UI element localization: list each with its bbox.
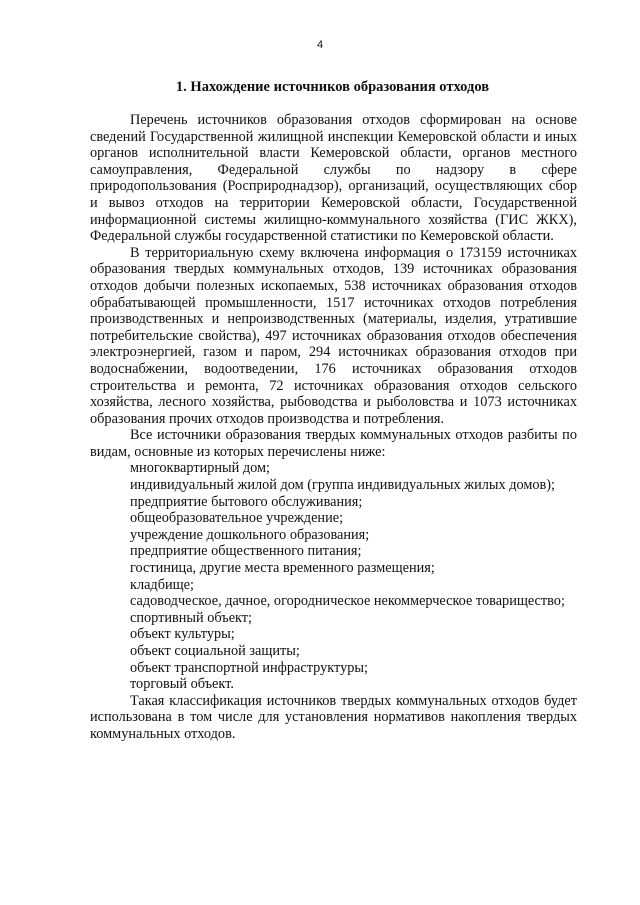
- section-heading: 1. Нахождение источников образования отходов: [175, 79, 490, 95]
- list-item: индивидуальный жилой дом (группа индивидуальных жилых домов);: [130, 477, 556, 494]
- list-item: предприятие общественного питания;: [130, 543, 362, 560]
- list-item: торговый объект.: [130, 676, 234, 693]
- source-types-list: [90, 460, 577, 692]
- list-item: гостиница, другие места временного размещения;: [130, 560, 435, 577]
- list-item: садоводческое, дачное, огородническое некоммерческое товарищество;: [130, 593, 565, 610]
- list-item: спортивный объект;: [130, 609, 253, 626]
- paragraph-sources-counts: В территориальную схему включена информация о 173159 источниках образования твердых коммунальных отходов, 139 источниках образования отходов добычи полезных ископаемых, 538 источниках образования отходов обрабатывающей промышленности, 1517 источниках отходов потребления производственных и непроизводственных (материалы, изделия, утратившие потребительские свойства), 497 источниках образования отходов обеспечения электроэнергией, газом и паром, 294 источниках образования отходов при водоснабжении, водоотведении, 176 источниках образования отходов строительства и ремонта, 72 источниках образования отходов сельского хозяйства, лесного хозяйства, рыбоводства и рыболовства и 1073 источниках образования прочих отходов производства и потребления.: [90, 244, 577, 427]
- paragraph-sources-list-origin: Перечень источников образования отходов сформирован на основе сведений Государственной жилищной инспекции Кемеровской области и иных органов исполнительной власти Кемеровской области, органов местного самоуправления, Федеральной службы по надзору в сфере природопользования (Росприроднадзор), организаций, осуществляющих сбор и вывоз отходов на территории Кемеровской области, Государственной информационной системы жилищно-коммунального хозяйства (ГИС ЖКХ), Федеральной службы государственной статистики по Кемеровской области.: [90, 112, 577, 245]
- list-item: объект социальной защиты;: [130, 643, 300, 659]
- list-item: предприятие бытового обслуживания;: [130, 493, 363, 510]
- paragraph-waste-types-intro: Все источники образования твердых коммунальных отходов разбиты по видам, основные из которых перечислены ниже:: [90, 427, 577, 460]
- paragraph-classification-usage: Такая классификация источников твердых коммунальных отходов будет использована в том числе для установления нормативов накопления твердых коммунальных отходов.: [90, 692, 577, 742]
- list-item: объект культуры;: [130, 626, 235, 643]
- list-item: учреждение дошкольного образования;: [130, 526, 370, 543]
- list-item: объект транспортной инфраструктуры;: [130, 659, 368, 676]
- page-number: 4: [316, 39, 324, 51]
- list-item: общеобразовательное учреждение;: [130, 510, 344, 527]
- list-item: кладбище;: [130, 576, 194, 593]
- list-item: многоквартирный дом;: [130, 460, 271, 477]
- document-body: [90, 112, 577, 743]
